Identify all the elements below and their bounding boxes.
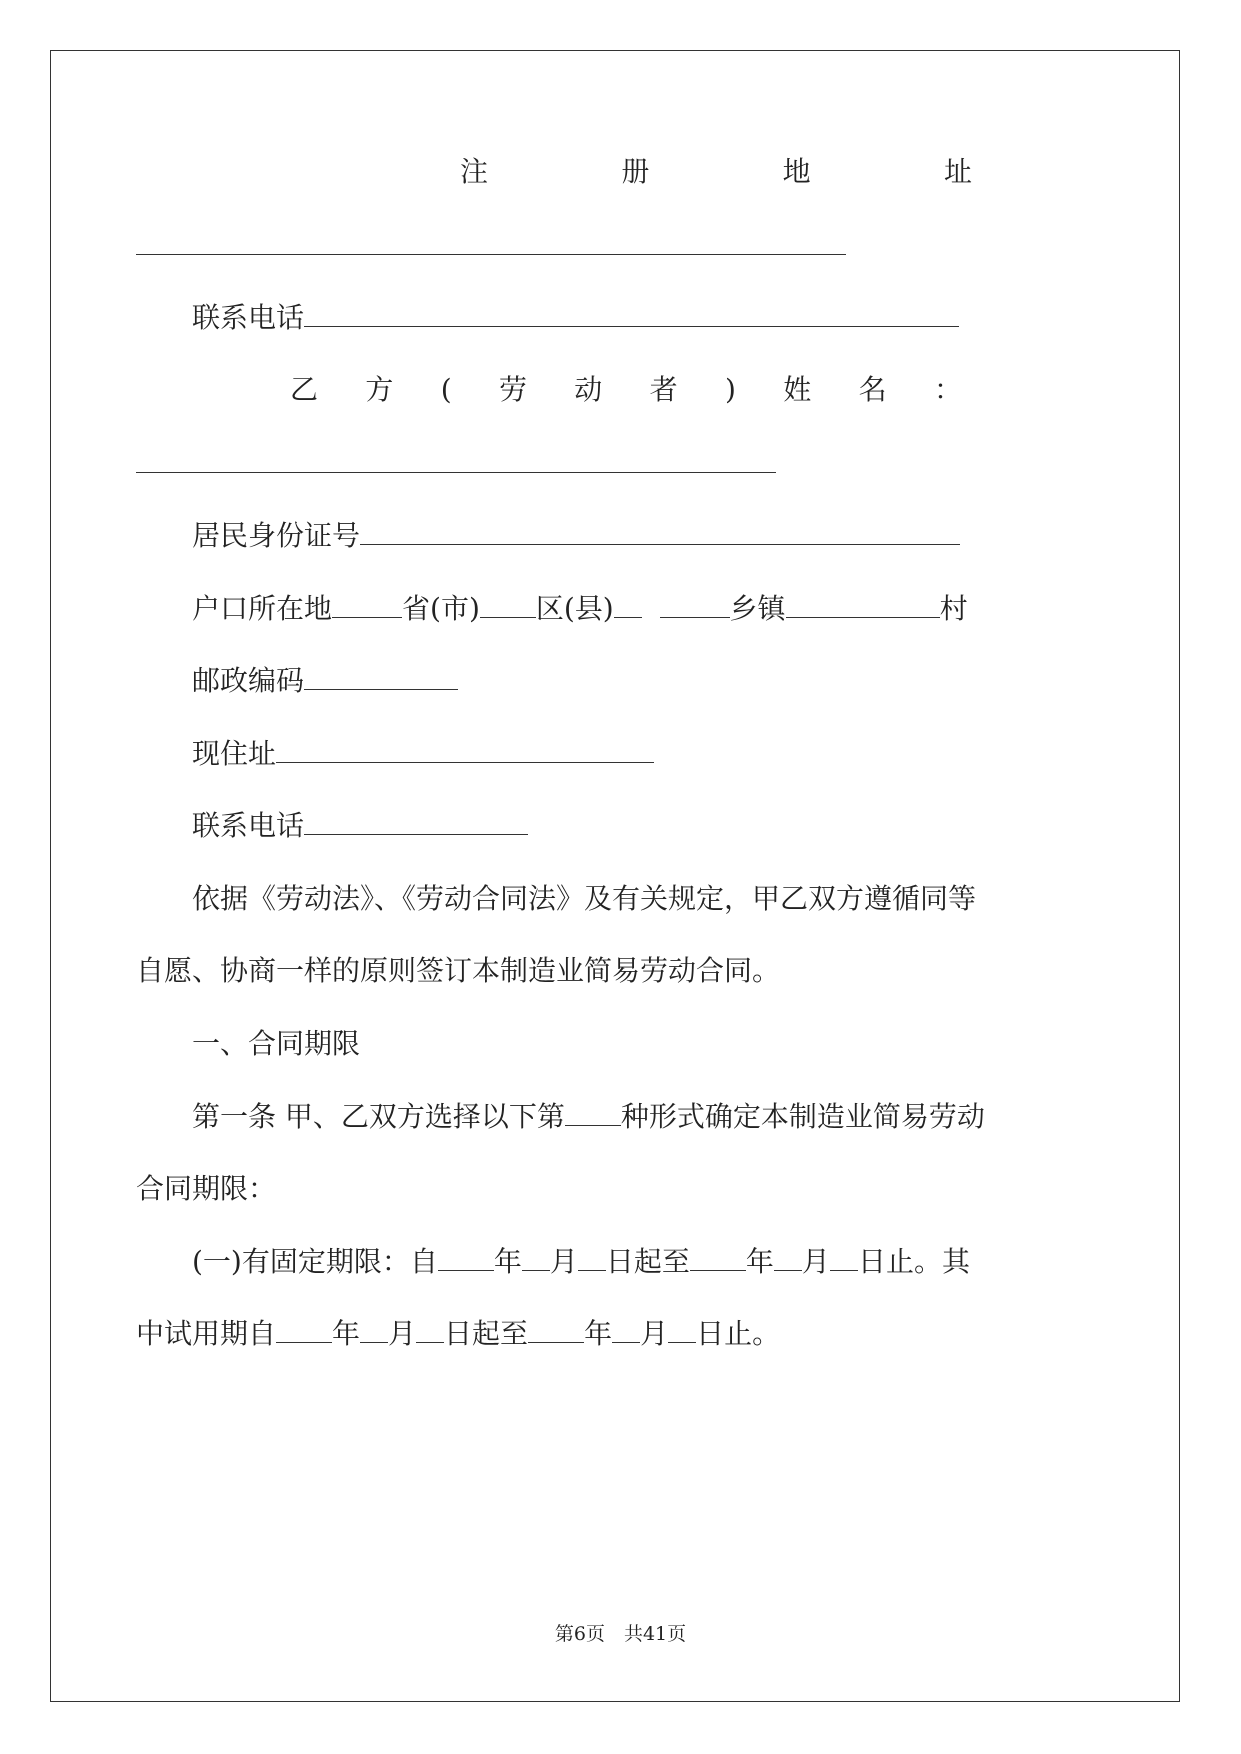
fixed-term-line-1: (一)有固定期限：自 年 月 日起至 年 月 日止。其 (192, 1242, 970, 1282)
id-number-blank (360, 516, 960, 545)
registered-address-label: 注 册 地 址 (460, 155, 972, 188)
postcode-label: 邮政编码 (192, 664, 305, 697)
id-number-label: 居民身份证号 (192, 519, 361, 552)
fixed-term-line-2: 中试用期自 年 月 日起至 年 月 日止。 (136, 1314, 780, 1354)
party-b-name-blank (136, 472, 776, 473)
article-1-line-2: 合同期限： (136, 1172, 277, 1205)
postcode-line (192, 661, 458, 701)
current-address-blank (276, 734, 654, 763)
current-address-line (192, 734, 654, 774)
phone-line-2 (192, 806, 528, 846)
id-number-line (192, 516, 960, 556)
postcode-blank (304, 661, 458, 690)
paragraph-1-line-1: 依据《劳动法》、《劳动合同法》及有关规定，甲乙双方遵循同等 (192, 882, 977, 915)
article-1-line-1: 第一条 甲、乙双方选择以下第 种形式确定本制造业简易劳动 (192, 1097, 985, 1137)
phone-label: 联系电话 (192, 301, 305, 334)
hukou-line: 户口所在地 省(市) 区(县) 乡镇 村 (192, 589, 968, 629)
phone-blank-2 (304, 806, 528, 835)
registered-address-blank (136, 254, 846, 255)
party-b-name-label: 乙 方 ( 劳 动 者 ) 姓 名 ： (290, 373, 962, 406)
section-1-heading: 一、合同期限 (192, 1027, 361, 1060)
phone-blank (304, 298, 959, 327)
phone-label-2: 联系电话 (192, 809, 305, 842)
hukou-label: 户口所在地 (192, 592, 333, 625)
current-address-label: 现住址 (192, 737, 277, 770)
page-number: 第6页 共41页 (554, 1623, 687, 1645)
paragraph-1-line-2: 自愿、协商一样的原则签订本制造业简易劳动合同。 (136, 954, 781, 987)
phone-line-1 (192, 298, 959, 338)
